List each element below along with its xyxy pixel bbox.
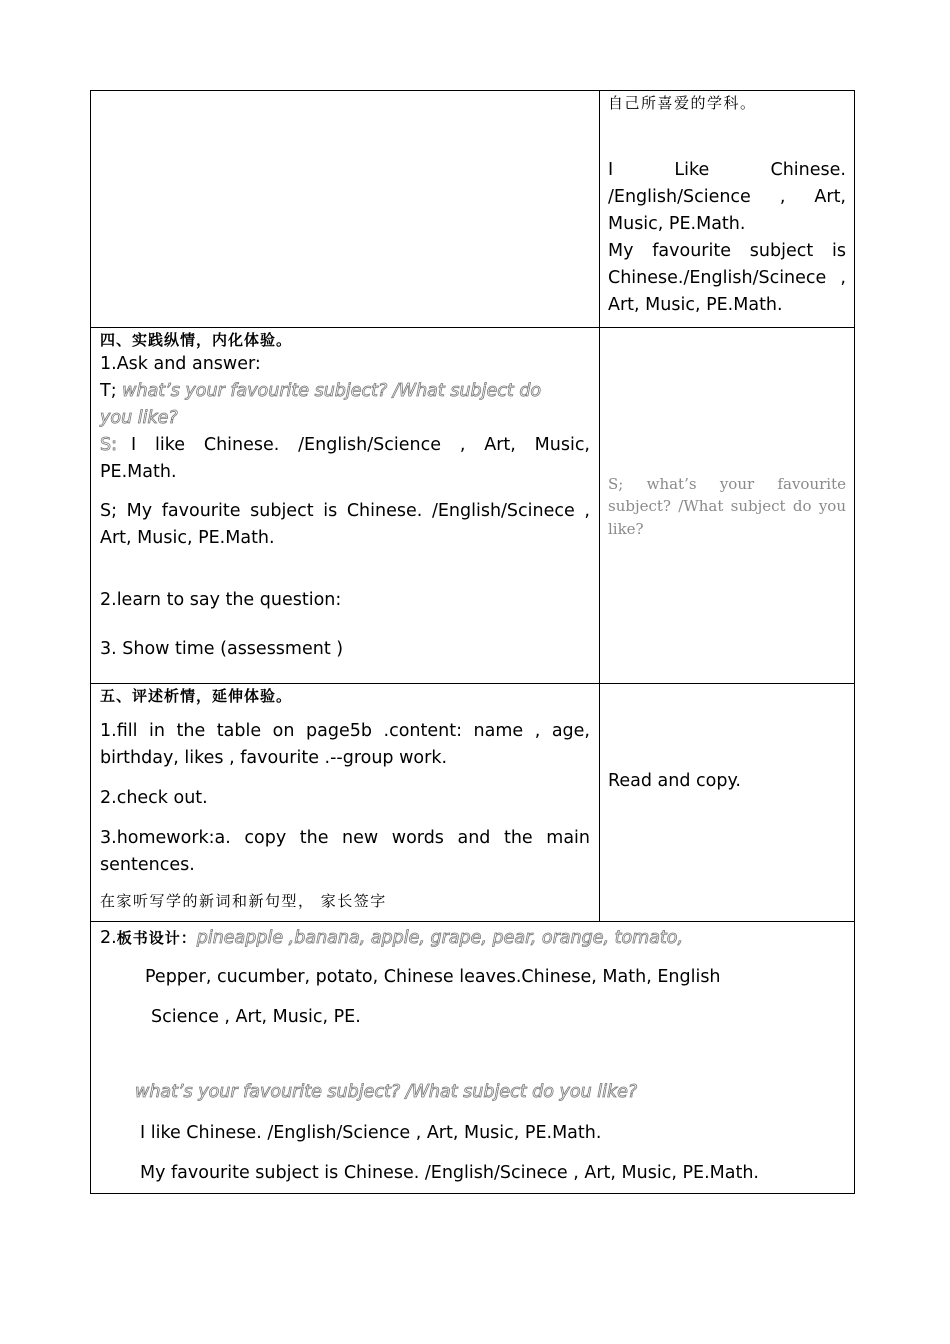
board-fruits: pineapple ,banana, apple, grape, pear, orange, tomato,	[196, 928, 684, 948]
row3-fill-cont: birthday, likes , favourite .--group work.	[100, 748, 448, 768]
row1-line6: Art, Music, PE.Math.	[608, 295, 783, 315]
row1-line5: Chinese./English/Scinece ,	[608, 268, 846, 288]
s1-answer: I like Chinese. /English/Science , Art, Music,	[131, 435, 590, 455]
row2-ask: 1.Ask and answer:	[100, 354, 261, 374]
board-question: what’s your favourite subject? /What subject do you like?	[135, 1082, 638, 1102]
t-prefix: T;	[100, 381, 117, 401]
s2-answer-cont: Art, Music, PE.Math.	[100, 528, 275, 548]
row3-cn-note: 在家听写学的新词和新句型， 家长签字	[100, 892, 387, 910]
t-question: what’s your favourite subject? /What subject do	[122, 381, 542, 401]
table-border-bottom	[90, 1193, 855, 1194]
row3-homework: 3.homework:a. copy the new words and the main	[100, 828, 590, 848]
row3-heading: 五、评述析情，延伸体验。	[100, 687, 293, 705]
row-divider-3	[90, 921, 855, 922]
row3-check: 2.check out.	[100, 788, 208, 808]
row2-right-q-cont: subject? /What subject do you	[608, 497, 846, 515]
row3-homework-cont: sentences.	[100, 855, 195, 875]
board-title-line	[100, 925, 683, 952]
row2-right-q: S; what’s your favourite	[608, 475, 846, 493]
row3-right: Read and copy.	[608, 771, 741, 791]
row2-s1-line	[100, 432, 590, 459]
t-question-cont: you like?	[100, 408, 178, 428]
board-line2: Pepper, cucumber, potato, Chinese leaves.Chinese, Math, English	[145, 967, 721, 987]
lesson-plan-table	[90, 90, 855, 1194]
row1-line2: /English/Science , Art,	[608, 187, 846, 207]
board-answer2: My favourite subject is Chinese. /English/Scinece , Art, Music, PE.Math.	[140, 1163, 759, 1183]
row2-right-q-end: like?	[608, 520, 644, 538]
row1-line3: Music, PE.Math.	[608, 214, 746, 234]
board-prefix: 2.	[100, 928, 117, 948]
board-line3: Science , Art, Music, PE.	[151, 1007, 361, 1027]
word-chinese: Chinese.	[770, 160, 846, 180]
row2-heading: 四、实践纵情，内化体验。	[100, 331, 293, 349]
row3-fill: 1.fill in the table on page5b .content: name , age,	[100, 721, 590, 741]
row1-cn-note: 自己所喜爱的学科。	[608, 94, 757, 112]
row2-t-line	[100, 378, 590, 405]
row2-show: 3. Show time (assessment )	[100, 639, 344, 659]
row1-line1	[608, 157, 846, 184]
board-answer1: I like Chinese. /English/Science , Art, Music, PE.Math.	[140, 1123, 602, 1143]
s1-prefix: S:	[100, 435, 118, 455]
column-divider	[599, 90, 600, 921]
word-like: Like	[674, 160, 710, 180]
row1-line4: My favourite subject is	[608, 241, 846, 261]
table-border-right	[854, 90, 855, 1194]
word-i: I	[608, 160, 614, 180]
table-border-left	[90, 90, 91, 1194]
s1-answer-cont: PE.Math.	[100, 462, 177, 482]
s2-answer: S; My favourite subject is Chinese. /English/Scinece ,	[100, 501, 590, 521]
row2-learn: 2.learn to say the question:	[100, 590, 342, 610]
board-label: 板书设计：	[116, 929, 197, 947]
